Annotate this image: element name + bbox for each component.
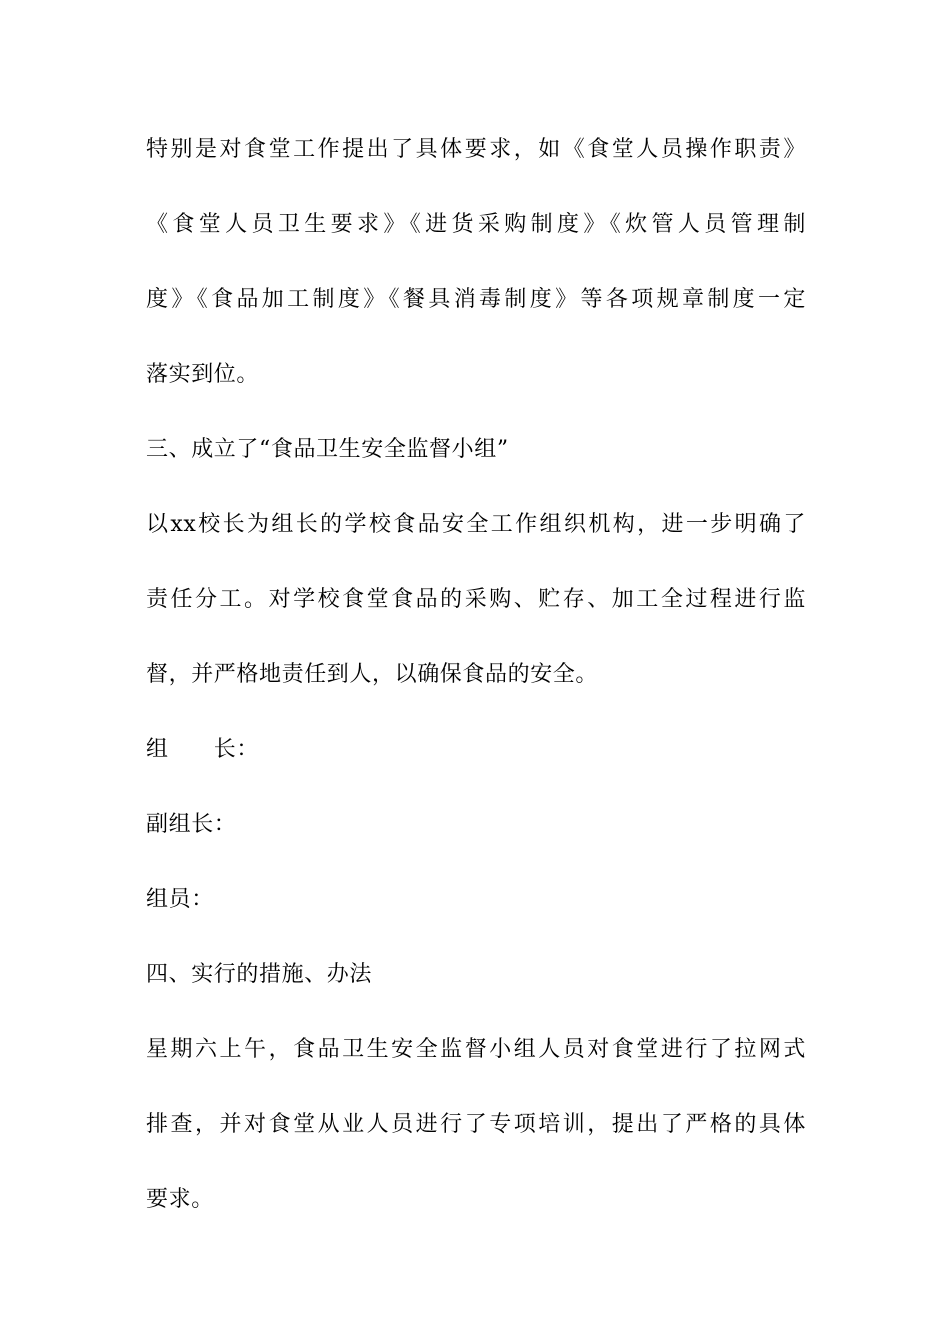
paragraph-line: 督，并严格地责任到人，以确保食品的安全。: [146, 662, 599, 687]
paragraph-line: 《食堂人员卫生要求》《进货采购制度》《炊管人员管理制: [146, 212, 806, 237]
paragraph-line: 落实到位。: [146, 362, 260, 387]
section-heading: 三、成立了“食品卫生安全监督小组”: [146, 437, 509, 462]
members-label: 组员：: [146, 887, 214, 912]
paragraph-line: 排查，并对食堂从业人员进行了专项培训，提出了严格的具体: [146, 1112, 806, 1137]
paragraph-line: 度》《食品加工制度》《餐具消毒制度》等各项规章制度一定: [146, 287, 806, 312]
deputy-leader-label: 副组长：: [146, 812, 237, 837]
paragraph-line: 以xx校长为组长的学校食品安全工作组织机构，进一步明确了: [146, 512, 806, 537]
paragraph-line: 要求。: [146, 1187, 214, 1212]
group-leader-label: 组 长：: [146, 737, 260, 762]
paragraph-line: 特别是对食堂工作提出了具体要求，如《食堂人员操作职责》: [146, 137, 806, 162]
paragraph-line: 责任分工。对学校食堂食品的采购、贮存、加工全过程进行监: [146, 587, 806, 612]
section-heading: 四、实行的措施、办法: [146, 962, 373, 987]
paragraph-line: 星期六上午，食品卫生安全监督小组人员对食堂进行了拉网式: [146, 1037, 806, 1062]
